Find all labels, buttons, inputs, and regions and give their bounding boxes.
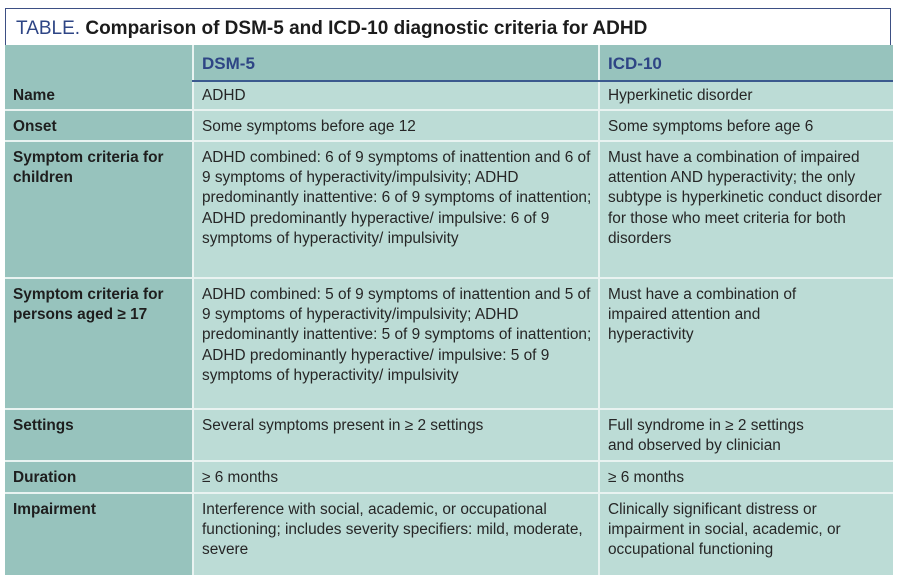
header-cell-dsm5 — [194, 45, 598, 80]
title-text: Comparison of DSM-5 and ICD-10 diagnostic criteria for ADHD — [85, 18, 648, 39]
cell-duration-dsm5: ≥ 6 months — [194, 462, 598, 492]
comparison-table — [5, 45, 893, 575]
cell-duration-icd10: ≥ 6 months — [600, 462, 893, 492]
table-title-box — [5, 8, 891, 45]
row-label-symptom-adults: Symptom criteria for persons aged ≥ 17 — [5, 279, 192, 408]
cell-onset-icd10: Some symptoms before age 6 — [600, 111, 893, 140]
cell-symptom-children-icd10: Must have a combination of impaired attention AND hyperactivity; the only subtype is hyperkinetic conduct disorder for those who meet criteria for both disorders — [600, 142, 893, 277]
cell-symptom-children-dsm5: ADHD combined: 6 of 9 symptoms of inattention and 6 of 9 symptoms of hyperactivity/impulsivity; ADHD predominantly inattentive: 6 of 9 symptoms of inattention; ADHD predominantly hyperactive/ impulsive: 6 of 9 symptoms of hyperactivity/ impulsivity — [194, 142, 598, 277]
table-title — [16, 19, 647, 39]
title-tag: TABLE. — [16, 18, 81, 39]
cell-name-icd10: Hyperkinetic disorder — [600, 82, 893, 109]
header-cell-blank — [5, 45, 192, 80]
row-label-settings: Settings — [5, 410, 192, 460]
cell-settings-dsm5: Several symptoms present in ≥ 2 settings — [194, 410, 598, 460]
row-label-duration: Duration — [5, 462, 192, 492]
cell-settings-icd10: Full syndrome in ≥ 2 settings and observed by clinician — [600, 410, 893, 460]
row-label-name: Name — [5, 80, 192, 109]
column-header-icd10: ICD-10 — [608, 54, 662, 73]
cell-name-dsm5: ADHD — [194, 82, 598, 109]
cell-onset-dsm5: Some symptoms before age 12 — [194, 111, 598, 140]
row-label-symptom-children: Symptom criteria for children — [5, 142, 192, 277]
cell-symptom-adults-dsm5: ADHD combined: 5 of 9 symptoms of inattention and 5 of 9 symptoms of hyperactivity/impulsivity; ADHD predominantly inattentive: 5 of 9 symptoms of inattention; ADHD predominantly hyperactive/ impulsive: 5 of 9 symptoms of hyperactivity/ impulsivity — [194, 279, 598, 408]
column-header-dsm5: DSM-5 — [202, 54, 255, 73]
cell-symptom-adults-icd10: Must have a combination of impaired attention and hyperactivity — [600, 279, 893, 408]
row-label-onset: Onset — [5, 111, 192, 140]
row-label-impairment: Impairment — [5, 494, 192, 575]
header-cell-icd10 — [600, 45, 893, 80]
cell-impairment-icd10: Clinically significant distress or impairment in social, academic, or occupational functioning — [600, 494, 893, 575]
cell-impairment-dsm5: Interference with social, academic, or occupational functioning; includes severity specifiers: mild, moderate, severe — [194, 494, 598, 575]
